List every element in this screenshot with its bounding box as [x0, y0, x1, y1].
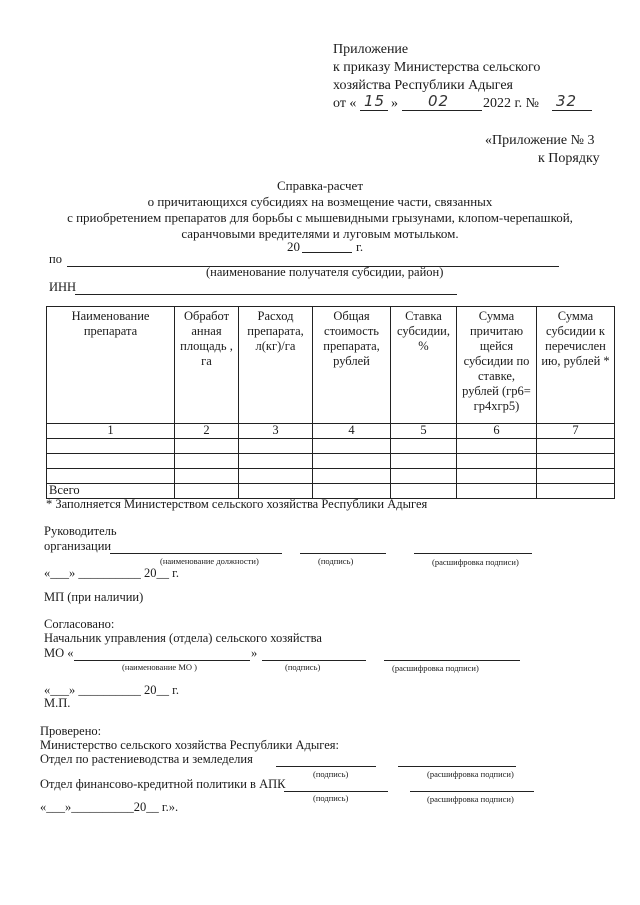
title-line3: с приобретением препаратов для борьбы с мышевидными грызунами, клопом-черепашкой,	[67, 210, 573, 225]
checked-line1: Министерство сельского хозяйства Республики Адыгея:	[40, 738, 339, 752]
col-header-consumption: Расход препарата, л(кг)/га	[239, 307, 313, 424]
col-number: 6	[457, 424, 537, 439]
header-order-no: 32	[556, 92, 578, 110]
table-row	[47, 454, 615, 469]
manager-line1: Руководитель	[44, 524, 117, 538]
checked-line2: Отдел по растениеводства и земледелия	[40, 752, 253, 766]
agreed-label: Согласовано:	[44, 617, 115, 631]
inn-label: ИНН	[49, 280, 77, 294]
recipient-caption: (наименование получателя субсидии, район)	[206, 265, 444, 279]
total-label: Всего	[47, 484, 175, 499]
appendix-line2: к Порядку	[538, 151, 600, 166]
title-line4: саранчовыми вредителями и луговым мотыльком.	[181, 226, 459, 241]
col-header-name: Наименование препарата	[47, 307, 175, 424]
header-date-mid: »	[391, 96, 398, 111]
checked-line3: Отдел финансово-кредитной политики в АПК	[40, 777, 286, 791]
manager-cap-position: (наименование должности)	[160, 556, 259, 566]
col-number: 5	[391, 424, 457, 439]
checked-date-line: «___»__________20__ г.».	[40, 800, 179, 814]
recipient-po-label: по	[49, 252, 62, 266]
stamp-note: МП (при наличии)	[44, 590, 144, 604]
inn-line	[75, 294, 457, 295]
col-number: 2	[175, 424, 239, 439]
appendix-line1: «Приложение № 3	[485, 133, 595, 148]
table-footnote: * Заполняется Министерством сельского хозяйства Республики Адыгея	[46, 497, 428, 511]
header-line1: Приложение	[333, 42, 409, 57]
table-row	[47, 439, 615, 454]
agreed-date-line: «___» __________ 20__ г.	[44, 683, 179, 697]
checked-cap-signature2: (подпись)	[313, 793, 349, 803]
col-number: 3	[239, 424, 313, 439]
col-header-cost: Общая стоимость препарата, рублей	[313, 307, 391, 424]
manager-cap-decode: (расшифровка подписи)	[432, 557, 519, 567]
agreed-mo-suffix: »	[251, 646, 258, 660]
col-header-transfer-sum: Сумма субсидии к перечислен ию, рублей *	[537, 307, 615, 424]
checked-cap-decode2: (расшифровка подписи)	[427, 794, 514, 804]
agreed-mp: М.П.	[44, 696, 71, 710]
table-header-row	[47, 307, 615, 424]
header-day: 15	[364, 92, 386, 110]
title-year-suffix: г.	[356, 239, 364, 254]
table-row	[47, 469, 615, 484]
col-header-due-sum: Сумма причитаю щейся субсидии по ставке, рублей (гр6= гр4хгр5)	[457, 307, 537, 424]
header-line3: хозяйства Республики Адыгея	[333, 78, 513, 93]
checked-cap-decode1: (расшифровка подписи)	[427, 769, 514, 779]
header-month: 02	[428, 92, 450, 110]
agreed-cap-mo: (наименование МО )	[122, 662, 197, 672]
title-line1: Справка-расчет	[276, 178, 364, 193]
agreed-line1: Начальник управления (отдела) сельского хозяйства	[44, 631, 322, 645]
col-number: 1	[47, 424, 175, 439]
subsidy-table	[46, 306, 615, 499]
agreed-mo-prefix: МО «	[44, 646, 74, 660]
title-line2: о причитающихся субсидиях на возмещение части, связанных	[147, 194, 493, 209]
agreed-cap-decode: (расшифровка подписи)	[392, 663, 479, 673]
manager-line2: организации	[44, 539, 112, 553]
manager-date-line: «___» __________ 20__ г.	[44, 566, 179, 580]
checked-label: Проверено:	[40, 724, 102, 738]
checked-cap-signature1: (подпись)	[313, 769, 349, 779]
col-number: 7	[537, 424, 615, 439]
manager-cap-signature: (подпись)	[318, 556, 354, 566]
header-date-prefix: от «	[333, 96, 357, 111]
col-header-area: Обработ анная площадь , га	[175, 307, 239, 424]
header-year: 2022 г. №	[483, 96, 540, 111]
col-number: 4	[313, 424, 391, 439]
header-line2: к приказу Министерства сельского	[333, 60, 541, 75]
col-header-rate: Ставка субсидии, %	[391, 307, 457, 424]
title-year-prefix: 20	[287, 239, 300, 254]
agreed-cap-signature: (подпись)	[285, 662, 321, 672]
table-number-row	[47, 424, 615, 439]
